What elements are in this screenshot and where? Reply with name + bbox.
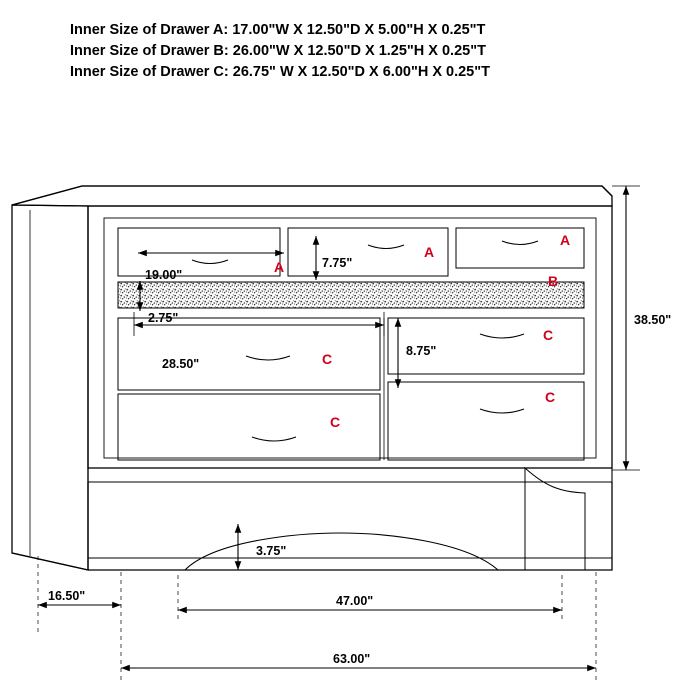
dimension-annotations — [38, 186, 671, 682]
handle-c-right-mid — [480, 334, 524, 338]
drawer-type-labels — [274, 232, 570, 430]
drawer-label-a-right: A — [560, 232, 571, 248]
handle-c-left-mid — [246, 356, 290, 360]
handle-a-left — [192, 260, 228, 264]
handle-c-left-bottom — [252, 437, 296, 441]
handle-c-right-bottom — [480, 409, 524, 413]
dim-label-8-75: 8.75" — [406, 344, 437, 358]
dim-label-3-75: 3.75" — [256, 544, 287, 558]
dim-label-38-5: 38.50" — [634, 313, 672, 327]
dim-label-47: 47.00" — [336, 594, 374, 608]
drawer-label-c-right-bottom: C — [545, 389, 556, 405]
dim-label-7-75: 7.75" — [322, 256, 353, 270]
dim-label-2-75: 2.75" — [148, 311, 179, 325]
dim-label-63: 63.00" — [333, 652, 371, 666]
dim-label-28-5: 28.50" — [162, 357, 200, 371]
dim-label-19: 19.00" — [145, 268, 183, 282]
handle-a-right — [502, 241, 538, 245]
drawer-label-c-left-bottom: C — [330, 414, 341, 430]
drawer-c-left-bottom — [118, 394, 380, 460]
drawer-label-c-right-mid: C — [543, 327, 554, 343]
spec-line-drawer-c: Inner Size of Drawer C: 26.75" W X 12.50"D X 6.00"H X 0.25"T — [70, 64, 490, 80]
spec-line-drawer-b: Inner Size of Drawer B: 26.00"W X 12.50"D X 1.25"H X 0.25"T — [70, 43, 486, 59]
dim-label-16-5: 16.50" — [48, 589, 86, 603]
drawer-label-b: B — [548, 273, 559, 289]
drawer-c-left-mid — [118, 318, 380, 390]
drawer-label-a-left: A — [274, 259, 285, 275]
drawer-label-a-center: A — [424, 244, 435, 260]
handle-a-center — [368, 245, 404, 249]
drawer-b-glitter — [118, 282, 584, 308]
dresser-body — [12, 186, 612, 570]
drawer-label-c-left-mid: C — [322, 351, 333, 367]
spec-line-drawer-a: Inner Size of Drawer A: 17.00"W X 12.50"D X 5.00"H X 0.25"T — [70, 22, 486, 38]
drawer-a-left — [118, 228, 280, 276]
